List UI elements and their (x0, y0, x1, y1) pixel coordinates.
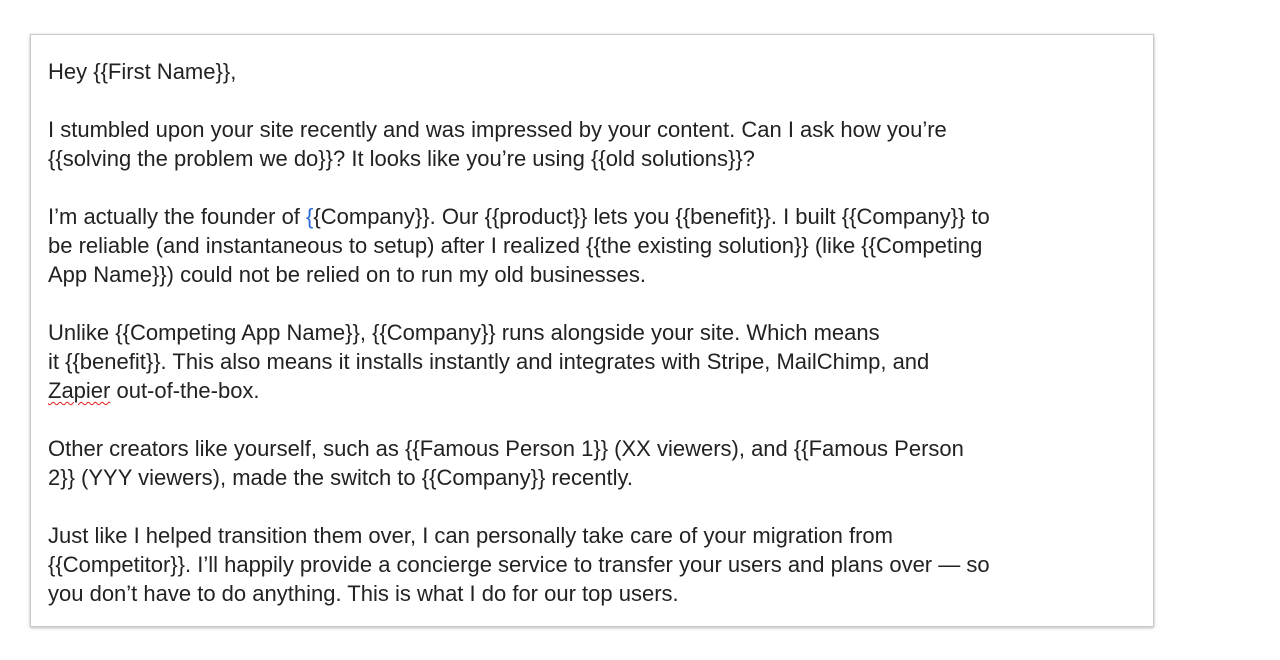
paragraph-2-line-2: be reliable (and instantaneous to setup) after I realized {{the existing solution}} (like {{Competing (48, 233, 983, 258)
paragraph-3-line-3 (48, 376, 1148, 405)
paragraph-gap (48, 173, 1148, 202)
email-body-text[interactable] (48, 57, 1148, 608)
paragraph-4-line-2: 2}} (YYY viewers), made the switch to {{Company}} recently. (48, 465, 633, 490)
paragraph-2-line-1-rest: {Company}}. Our {{product}} lets you {{benefit}}. I built {{Company}} to (313, 204, 990, 229)
paragraph-2-line-1-prefix: I’m actually the founder of (48, 204, 307, 229)
paragraph-5-line-3: you don’t have to do anything. This is what I do for our top users. (48, 581, 679, 606)
paragraph-gap (48, 492, 1148, 521)
paragraph-2-line-3: App Name}}) could not be relied on to run my old businesses. (48, 262, 647, 287)
paragraph-gap (48, 289, 1148, 318)
email-body-editor[interactable] (30, 34, 1154, 627)
paragraph-5-line-1: Just like I helped transition them over, I can personally take care of your migration from (48, 523, 893, 548)
paragraph-gap (48, 405, 1148, 434)
text-cursor-brace: { (306, 204, 314, 229)
paragraph-1-line-2: {{solving the problem we do}}? It looks like you’re using {{old solutions}}? (48, 146, 755, 171)
paragraph-3-line-1: Unlike {{Competing App Name}}, {{Company}} runs alongside your site. Which means (48, 320, 880, 345)
paragraph-3-line-3-rest: out-of-the-box. (110, 378, 260, 403)
greeting-line: Hey {{First Name}}, (48, 59, 237, 84)
paragraph-3-line-2: it {{benefit}}. This also means it installs instantly and integrates with Stripe, MailChimp, and (48, 349, 930, 374)
misspelled-word[interactable]: Zapier (48, 378, 111, 403)
paragraph-4-line-1: Other creators like yourself, such as {{Famous Person 1}} (XX viewers), and {{Famous Person (48, 436, 964, 461)
paragraph-2-line-1 (48, 202, 1148, 231)
paragraph-gap (48, 86, 1148, 115)
paragraph-5-line-2: {{Competitor}}. I’ll happily provide a concierge service to transfer your users and plans over — so (48, 552, 990, 577)
paragraph-1-line-1: I stumbled upon your site recently and was impressed by your content. Can I ask how you’re (48, 117, 947, 142)
